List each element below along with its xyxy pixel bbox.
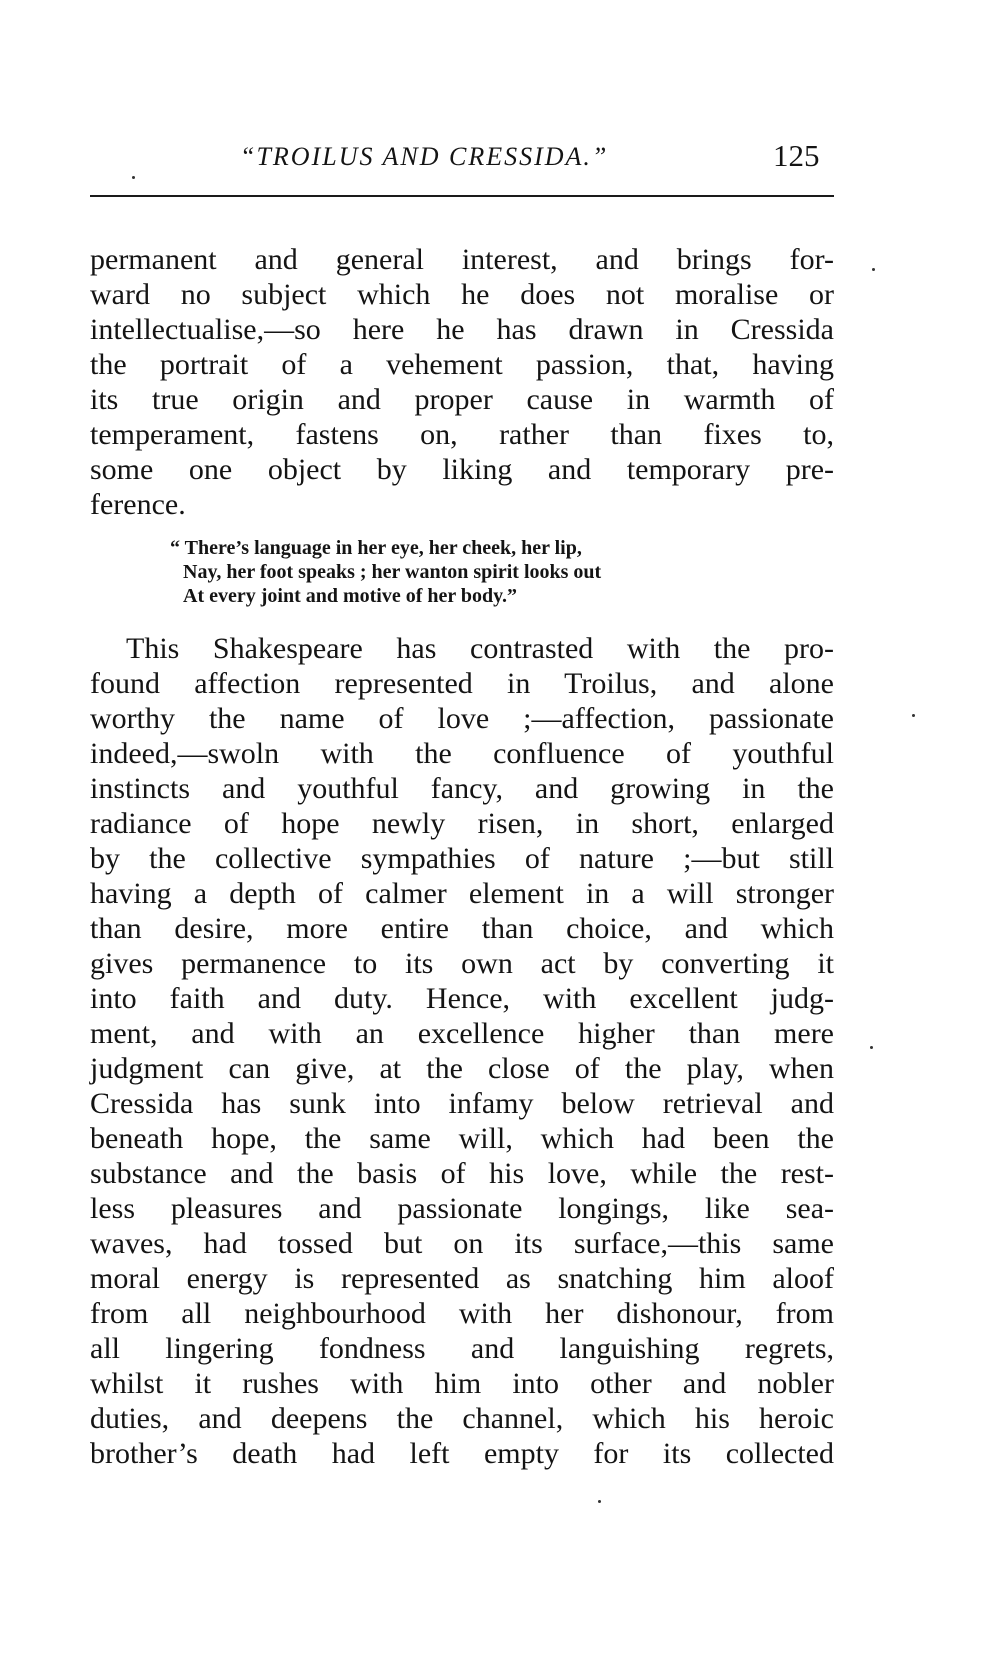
- text-line: judgment can give, at the close of the play, when: [90, 1052, 834, 1085]
- quotation-line: “ There’s language in her eye, her cheek, her lip,: [170, 537, 582, 559]
- text-line: having a depth of calmer element in a will stronger: [90, 877, 834, 910]
- text-line: duties, and deepens the channel, which his heroic: [90, 1402, 834, 1435]
- quotation-line: At every joint and motive of her body.”: [183, 585, 518, 607]
- text-line: radiance of hope newly risen, in short, enlarged: [90, 807, 834, 840]
- text-line: instincts and youthful fancy, and growing in the: [90, 772, 834, 805]
- text-line: temperament, fastens on, rather than fixes to,: [90, 418, 834, 451]
- paragraph-1: [90, 242, 834, 522]
- text-line: the portrait of a vehement passion, that, having: [90, 348, 834, 381]
- text-line: gives permanence to its own act by converting it: [90, 947, 834, 980]
- header-rule: [90, 195, 834, 197]
- page-number: 125: [773, 138, 820, 173]
- text-line: less pleasures and passionate longings, like sea-: [90, 1192, 834, 1225]
- text-line: indeed,—swoln with the confluence of youthful: [90, 737, 834, 770]
- scan-speck: [598, 1500, 601, 1503]
- text-line: by the collective sympathies of nature ;—but still: [90, 842, 834, 875]
- text-line: worthy the name of love ;—affection, passionate: [90, 702, 834, 735]
- scan-speck: [870, 1046, 873, 1049]
- text-line: found affection represented in Troilus, and alone: [90, 667, 834, 700]
- text-line: beneath hope, the same will, which had been the: [90, 1122, 834, 1155]
- quotation-line: Nay, her foot speaks ; her wanton spirit looks out: [183, 561, 602, 583]
- text-line: Cressida has sunk into infamy below retrieval and: [90, 1087, 834, 1120]
- text-line: This Shakespeare has contrasted with the pro-: [126, 632, 834, 665]
- text-line: ment, and with an excellence higher than mere: [90, 1017, 834, 1050]
- text-line: substance and the basis of his love, while the rest-: [90, 1157, 834, 1190]
- scan-speck: [872, 268, 875, 271]
- text-line: ference.: [90, 488, 186, 521]
- text-line: whilst it rushes with him into other and nobler: [90, 1367, 834, 1400]
- text-line: than desire, more entire than choice, and which: [90, 912, 834, 945]
- text-line: all lingering fondness and languishing regrets,: [90, 1332, 834, 1365]
- running-title: “TROILUS AND CRESSIDA.”: [240, 142, 609, 171]
- scan-speck: [132, 176, 135, 179]
- block-quotation: [170, 536, 770, 608]
- text-line: some one object by liking and temporary pre-: [90, 453, 834, 486]
- text-line: permanent and general interest, and brings for-: [90, 243, 834, 276]
- text-line: into faith and duty. Hence, with excellent judg-: [90, 982, 834, 1015]
- text-line: moral energy is represented as snatching him aloof: [90, 1262, 834, 1295]
- text-line: waves, had tossed but on its surface,—this same: [90, 1227, 834, 1260]
- text-line: from all neighbourhood with her dishonour, from: [90, 1297, 834, 1330]
- text-line: intellectualise,—so here he has drawn in Cressida: [90, 313, 834, 346]
- text-line: its true origin and proper cause in warmth of: [90, 383, 834, 416]
- scan-speck: [912, 714, 915, 717]
- text-line: brother’s death had left empty for its collected: [90, 1437, 834, 1470]
- text-line: ward no subject which he does not moralise or: [90, 278, 834, 311]
- paragraph-2: [90, 631, 834, 1471]
